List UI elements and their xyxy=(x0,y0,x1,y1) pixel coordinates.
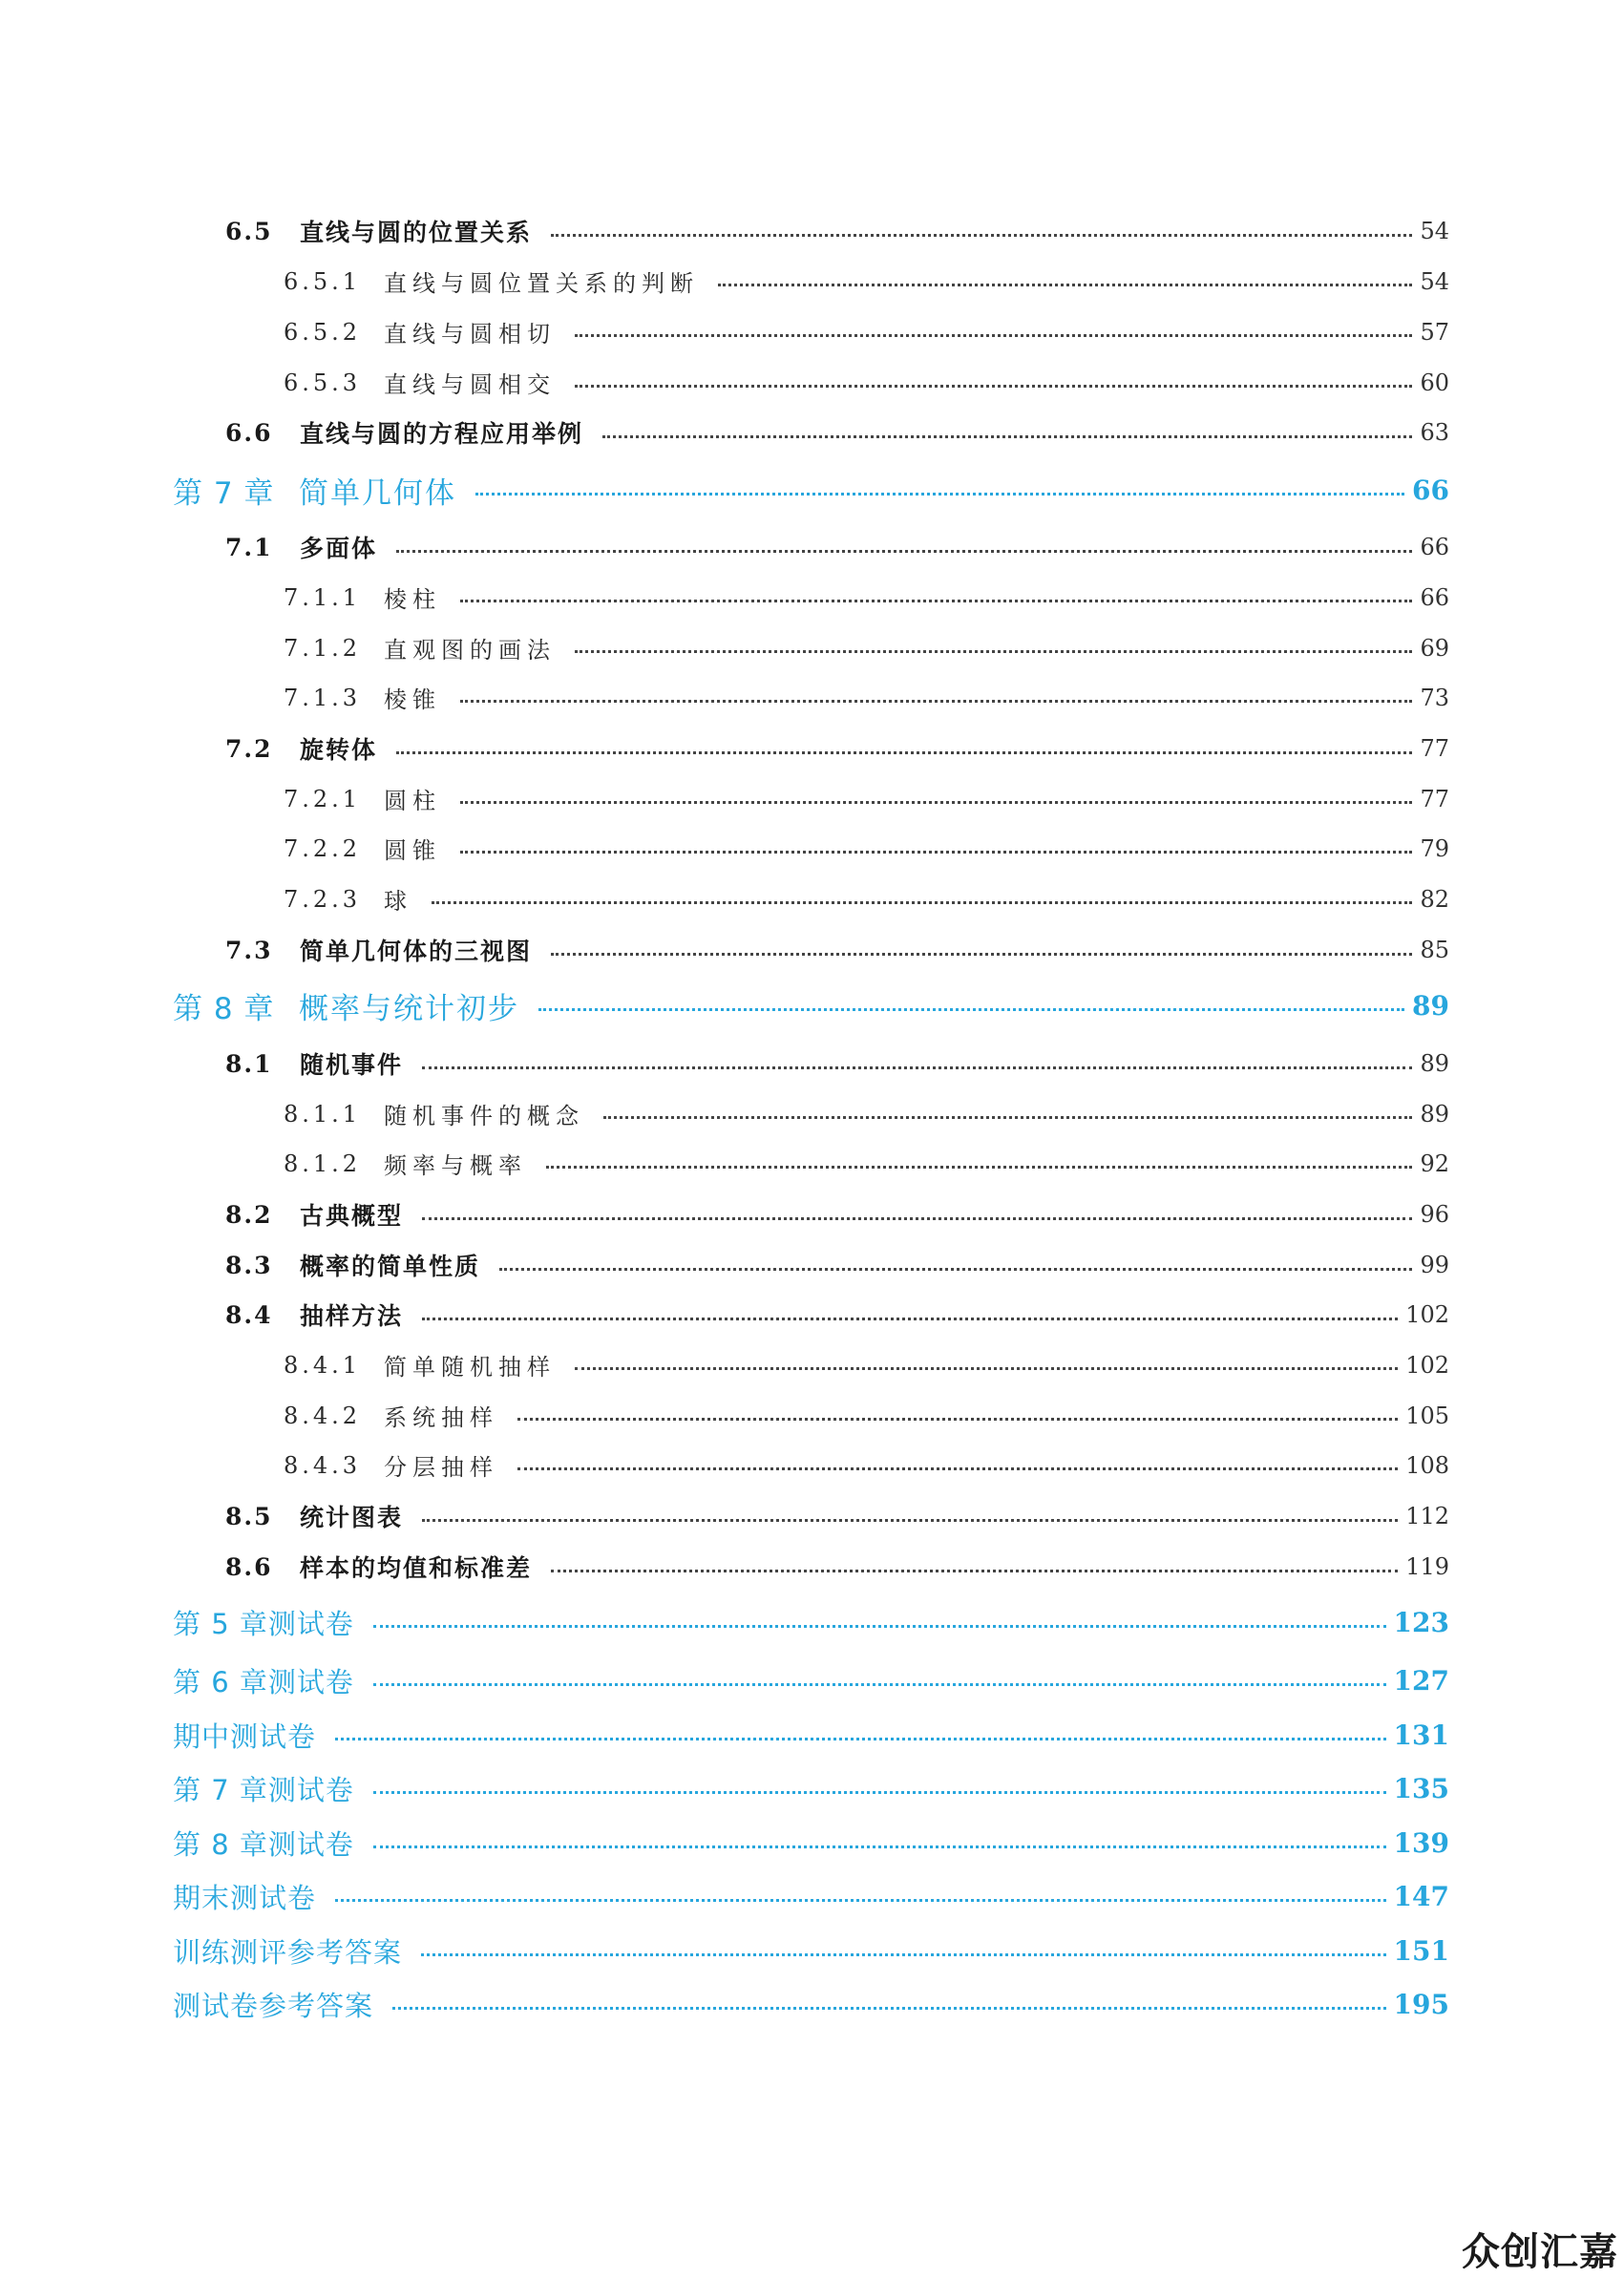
section-number: 6.6 xyxy=(225,418,273,447)
dot-leader xyxy=(551,953,1412,956)
chapter-title: 简单几何体 xyxy=(299,476,456,511)
toc-entry-test[interactable] xyxy=(173,1661,1449,1700)
page-number: 102 xyxy=(1405,1301,1449,1328)
subsection-number: 6.5.2 xyxy=(284,318,362,346)
section-number: 8.2 xyxy=(225,1200,273,1229)
dot-leader xyxy=(460,600,1412,602)
subsection-number: 7.2.2 xyxy=(284,834,362,862)
section-title: 简单几何体的三视图 xyxy=(300,938,533,965)
chapter-number: 第 8 章 xyxy=(173,992,275,1026)
test-title: 第 7 章测试卷 xyxy=(173,1774,354,1806)
page-number: 77 xyxy=(1420,735,1449,762)
dot-leader xyxy=(575,650,1412,653)
toc-entry-test[interactable] xyxy=(173,1824,1449,1863)
page-number: 195 xyxy=(1393,1989,1449,2020)
dot-leader xyxy=(422,1519,1398,1522)
page-number: 54 xyxy=(1420,267,1449,295)
dot-leader xyxy=(546,1166,1412,1169)
toc-entry-subsection[interactable] xyxy=(284,1399,1449,1432)
toc-entry-subsection[interactable] xyxy=(284,1097,1449,1130)
test-title: 期末测试卷 xyxy=(173,1882,317,1914)
subsection-title: 直线与圆位置关系的判断 xyxy=(384,270,699,297)
page-number: 92 xyxy=(1420,1150,1449,1177)
toc-entry-test[interactable] xyxy=(173,1603,1449,1642)
toc-entry-subsection[interactable] xyxy=(284,264,1449,298)
dot-leader xyxy=(603,1116,1412,1119)
answers-title: 测试卷参考答案 xyxy=(173,1990,374,2022)
subsection-title: 圆锥 xyxy=(384,837,441,864)
toc-entry-subsection[interactable] xyxy=(284,882,1449,916)
page-number: 135 xyxy=(1393,1773,1449,1804)
toc-entry-subsection[interactable] xyxy=(284,366,1449,399)
page-number: 147 xyxy=(1393,1881,1449,1912)
toc-entry-answers[interactable] xyxy=(173,1931,1449,1971)
toc-entry-test[interactable] xyxy=(173,1716,1449,1755)
page-number: 79 xyxy=(1420,834,1449,862)
page-number: 89 xyxy=(1412,990,1449,1022)
dot-leader xyxy=(335,1738,1386,1740)
section-title: 样本的均值和标准差 xyxy=(300,1554,533,1582)
section-title: 概率的简单性质 xyxy=(300,1253,481,1280)
page-number: 127 xyxy=(1393,1665,1449,1697)
section-number: 8.1 xyxy=(225,1049,273,1078)
section-number: 8.4 xyxy=(225,1300,273,1329)
page-number: 96 xyxy=(1420,1201,1449,1228)
dot-leader xyxy=(335,1899,1386,1902)
subsection-number: 7.2.1 xyxy=(284,785,362,812)
page-number: 105 xyxy=(1405,1402,1449,1429)
section-title: 直线与圆的位置关系 xyxy=(300,219,533,246)
dot-leader xyxy=(517,1418,1398,1421)
toc-entry-subsection[interactable] xyxy=(284,1147,1449,1180)
subsection-number: 7.1.3 xyxy=(284,684,362,711)
toc-entry-subsection[interactable] xyxy=(284,1348,1449,1382)
dot-leader xyxy=(421,1953,1386,1956)
toc-entry-section[interactable] xyxy=(225,933,1449,967)
page-number: 54 xyxy=(1420,218,1449,244)
dot-leader xyxy=(422,1318,1398,1320)
chapter-number: 第 7 章 xyxy=(173,476,275,511)
subsection-number: 8.4.1 xyxy=(284,1351,362,1379)
toc-entry-subsection[interactable] xyxy=(284,631,1449,664)
page-number: 63 xyxy=(1420,419,1449,446)
subsection-number: 8.4.2 xyxy=(284,1402,362,1429)
subsection-number: 7.2.3 xyxy=(284,885,362,913)
dot-leader xyxy=(475,493,1404,496)
page-number: 77 xyxy=(1420,785,1449,812)
toc-entry-section[interactable] xyxy=(225,1248,1449,1282)
section-number: 8.3 xyxy=(225,1251,273,1279)
subsection-number: 7.1.1 xyxy=(284,583,362,611)
page-number: 89 xyxy=(1420,1050,1449,1077)
section-title: 统计图表 xyxy=(300,1504,404,1531)
toc-entry-section[interactable] xyxy=(225,1046,1449,1081)
section-number: 6.5 xyxy=(225,217,273,245)
page-number: 99 xyxy=(1420,1252,1449,1278)
page-number: 139 xyxy=(1393,1827,1449,1859)
toc-entry-section[interactable] xyxy=(225,1550,1449,1584)
dot-leader xyxy=(373,1791,1386,1794)
toc-entry-section[interactable] xyxy=(225,1499,1449,1533)
toc-entry-subsection[interactable] xyxy=(284,580,1449,614)
toc-entry-test[interactable] xyxy=(173,1877,1449,1916)
page-number: 66 xyxy=(1412,475,1449,506)
page-number: 151 xyxy=(1393,1935,1449,1967)
dot-leader xyxy=(422,1217,1412,1220)
dot-leader xyxy=(422,1066,1412,1069)
section-number: 7.1 xyxy=(225,533,273,561)
subsection-number: 8.4.3 xyxy=(284,1451,362,1479)
subsection-title: 直线与圆相交 xyxy=(384,371,556,398)
subsection-title: 直观图的画法 xyxy=(384,637,556,664)
subsection-title: 球 xyxy=(384,888,412,915)
toc-entry-section[interactable] xyxy=(225,530,1449,564)
watermark-logo: 众创汇嘉 xyxy=(1462,2230,1618,2274)
section-title: 古典概型 xyxy=(300,1202,404,1230)
chapter-title: 概率与统计初步 xyxy=(299,992,519,1026)
toc-entry-chapter[interactable] xyxy=(173,469,1449,512)
section-title: 直线与圆的方程应用举例 xyxy=(300,420,584,448)
subsection-title: 分层抽样 xyxy=(384,1454,498,1481)
toc-entry-subsection[interactable] xyxy=(284,315,1449,348)
dot-leader xyxy=(460,851,1412,854)
page-number: 112 xyxy=(1405,1503,1449,1529)
dot-leader xyxy=(499,1268,1412,1271)
page-number: 66 xyxy=(1420,583,1449,611)
dot-leader xyxy=(396,751,1412,754)
subsection-number: 6.5.3 xyxy=(284,369,362,396)
dot-leader xyxy=(392,2007,1386,2010)
test-title: 第 8 章测试卷 xyxy=(173,1828,354,1861)
page-number: 57 xyxy=(1420,318,1449,346)
dot-leader xyxy=(575,385,1412,388)
section-title: 旋转体 xyxy=(300,736,378,764)
subsection-number: 7.1.2 xyxy=(284,634,362,662)
toc-entry-subsection[interactable] xyxy=(284,782,1449,815)
page-number: 60 xyxy=(1420,369,1449,396)
subsection-title: 简单随机抽样 xyxy=(384,1354,556,1381)
toc-entry-answers[interactable] xyxy=(173,1985,1449,2024)
subsection-title: 圆柱 xyxy=(384,788,441,814)
dot-leader xyxy=(602,435,1412,438)
page-number: 73 xyxy=(1420,684,1449,711)
page-number: 66 xyxy=(1420,534,1449,560)
page-number: 69 xyxy=(1420,634,1449,662)
toc-entry-section[interactable] xyxy=(225,731,1449,766)
page-number: 102 xyxy=(1405,1351,1449,1379)
dot-leader xyxy=(396,550,1412,553)
page-number: 85 xyxy=(1420,937,1449,963)
page-number: 119 xyxy=(1405,1553,1449,1580)
section-title: 抽样方法 xyxy=(300,1302,404,1330)
test-title: 第 5 章测试卷 xyxy=(173,1608,354,1640)
page-number: 131 xyxy=(1393,1719,1449,1751)
dot-leader xyxy=(373,1625,1386,1628)
toc-entry-section[interactable] xyxy=(225,214,1449,248)
toc-entry-section[interactable] xyxy=(225,1297,1449,1332)
dot-leader xyxy=(373,1846,1386,1848)
page-number: 82 xyxy=(1420,885,1449,913)
subsection-title: 频率与概率 xyxy=(384,1152,527,1179)
dot-leader xyxy=(538,1008,1404,1011)
dot-leader xyxy=(718,284,1412,286)
subsection-number: 8.1.2 xyxy=(284,1150,362,1177)
section-title: 随机事件 xyxy=(300,1051,404,1079)
dot-leader xyxy=(575,334,1412,337)
page-number: 123 xyxy=(1393,1607,1449,1638)
toc-entry-test[interactable] xyxy=(173,1769,1449,1808)
dot-leader xyxy=(460,801,1412,804)
toc-entry-section[interactable] xyxy=(225,1197,1449,1232)
dot-leader xyxy=(432,901,1412,904)
subsection-title: 系统抽样 xyxy=(384,1404,498,1431)
section-number: 7.2 xyxy=(225,734,273,763)
subsection-title: 棱柱 xyxy=(384,586,441,613)
toc-entry-chapter[interactable] xyxy=(173,984,1449,1027)
dot-leader xyxy=(460,700,1412,703)
toc-entry-subsection[interactable] xyxy=(284,681,1449,714)
toc-entry-subsection[interactable] xyxy=(284,1448,1449,1482)
section-number: 8.6 xyxy=(225,1552,273,1581)
dot-leader xyxy=(551,234,1412,237)
test-title: 第 6 章测试卷 xyxy=(173,1666,354,1698)
subsection-title: 直线与圆相切 xyxy=(384,321,556,348)
toc-entry-subsection[interactable] xyxy=(284,832,1449,865)
subsection-number: 6.5.1 xyxy=(284,267,362,295)
section-title: 多面体 xyxy=(300,535,378,562)
subsection-title: 随机事件的概念 xyxy=(384,1103,584,1129)
page-number: 89 xyxy=(1420,1100,1449,1128)
toc-entry-section[interactable] xyxy=(225,415,1449,450)
dot-leader xyxy=(575,1367,1398,1370)
answers-title: 训练测评参考答案 xyxy=(173,1936,403,1969)
subsection-title: 棱锥 xyxy=(384,686,441,713)
section-number: 7.3 xyxy=(225,936,273,964)
dot-leader xyxy=(517,1467,1398,1470)
dot-leader xyxy=(373,1683,1386,1686)
subsection-number: 8.1.1 xyxy=(284,1100,362,1128)
section-number: 8.5 xyxy=(225,1502,273,1530)
page-number: 108 xyxy=(1405,1451,1449,1479)
test-title: 期中测试卷 xyxy=(173,1720,317,1753)
dot-leader xyxy=(551,1570,1398,1572)
